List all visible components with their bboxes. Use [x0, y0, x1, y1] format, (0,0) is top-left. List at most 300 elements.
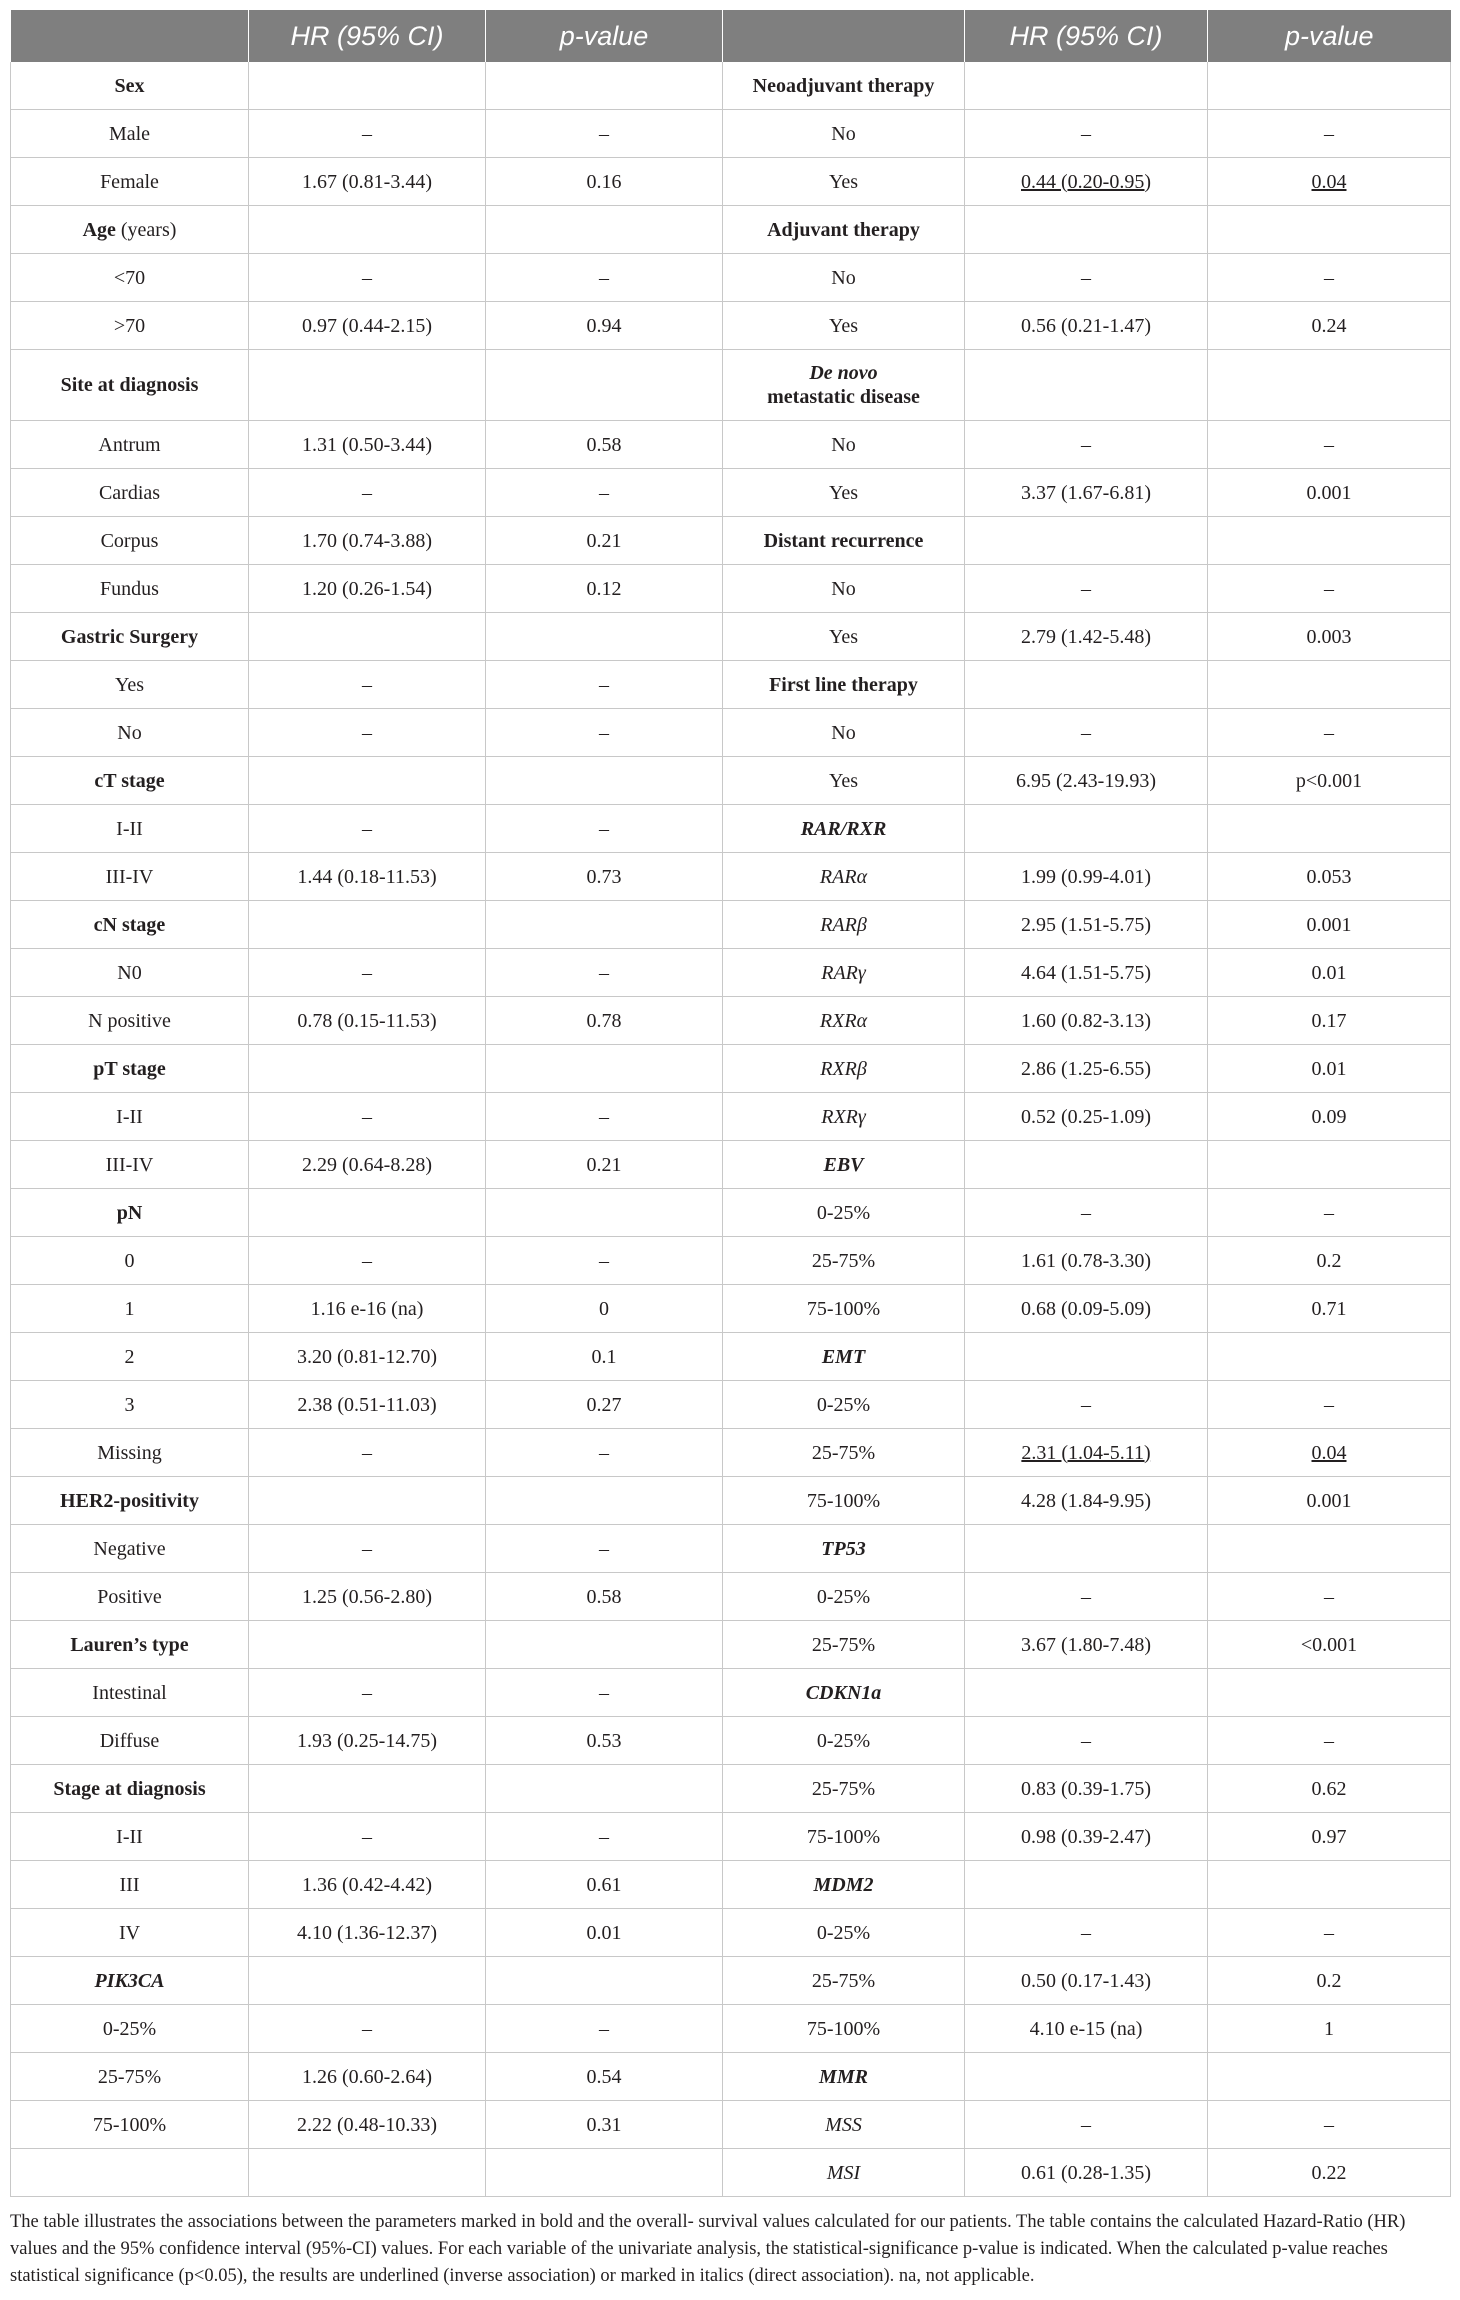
- table-row: [11, 709, 1451, 757]
- right-hr-cell: [965, 1333, 1208, 1381]
- right-label-cell: EMT: [723, 1333, 965, 1381]
- left-hr-cell: 1.93 (0.25-14.75): [249, 1717, 486, 1765]
- left-pvalue-cell: 0.78: [486, 997, 723, 1045]
- left-pvalue-cell: 0.58: [486, 421, 723, 469]
- left-pvalue-cell: 0.16: [486, 158, 723, 206]
- left-label-cell: >70: [11, 302, 249, 350]
- left-hr-cell: 2.38 (0.51-11.03): [249, 1381, 486, 1429]
- right-hr-cell: 0.50 (0.17-1.43): [965, 1957, 1208, 2005]
- right-hr-cell: 0.83 (0.39-1.75): [965, 1765, 1208, 1813]
- right-label-cell: No: [723, 709, 965, 757]
- right-hr-cell: –: [965, 565, 1208, 613]
- left-pvalue-cell: [486, 1957, 723, 2005]
- right-hr-cell: 0.61 (0.28-1.35): [965, 2149, 1208, 2197]
- left-pvalue-cell: [486, 350, 723, 421]
- left-hr-cell: –: [249, 661, 486, 709]
- right-label-cell: 25-75%: [723, 1621, 965, 1669]
- left-hr-cell: –: [249, 949, 486, 997]
- table-row: [11, 661, 1451, 709]
- left-label-cell: 0-25%: [11, 2005, 249, 2053]
- right-label-cell: RARα: [723, 853, 965, 901]
- left-hr-cell: [249, 62, 486, 110]
- right-hr-cell: 4.64 (1.51-5.75): [965, 949, 1208, 997]
- right-label-cell: Yes: [723, 757, 965, 805]
- right-label-cell: RXRα: [723, 997, 965, 1045]
- table-row: [11, 1381, 1451, 1429]
- left-label-cell: cN stage: [11, 901, 249, 949]
- left-label-cell: Positive: [11, 1573, 249, 1621]
- table-row: [11, 757, 1451, 805]
- left-hr-cell: 0.97 (0.44-2.15): [249, 302, 486, 350]
- right-label-cell: 0-25%: [723, 1381, 965, 1429]
- right-pvalue-cell: 0.97: [1208, 1813, 1451, 1861]
- right-pvalue-cell: [1208, 1141, 1451, 1189]
- right-pvalue-cell: –: [1208, 1717, 1451, 1765]
- left-hr-cell: 1.16 e-16 (na): [249, 1285, 486, 1333]
- table-row: [11, 1093, 1451, 1141]
- right-hr-cell: [965, 350, 1208, 421]
- right-pvalue-cell: 0.71: [1208, 1285, 1451, 1333]
- table-row: [11, 1573, 1451, 1621]
- right-label-cell: MDM2: [723, 1861, 965, 1909]
- right-pvalue-cell: –: [1208, 1189, 1451, 1237]
- left-pvalue-cell: 0.54: [486, 2053, 723, 2101]
- left-label-cell: pT stage: [11, 1045, 249, 1093]
- right-label-cell: 25-75%: [723, 1765, 965, 1813]
- right-label-cell: 25-75%: [723, 1237, 965, 1285]
- right-hr-cell: 2.86 (1.25-6.55): [965, 1045, 1208, 1093]
- left-pvalue-cell: [486, 1189, 723, 1237]
- left-hr-cell: –: [249, 1813, 486, 1861]
- left-label-cell: I-II: [11, 1813, 249, 1861]
- right-pvalue-cell: 0.22: [1208, 2149, 1451, 2197]
- table-row: [11, 517, 1451, 565]
- left-label-cell: No: [11, 709, 249, 757]
- left-pvalue-cell: [486, 206, 723, 254]
- right-hr-cell: [965, 62, 1208, 110]
- left-label-cell: Site at diagnosis: [11, 350, 249, 421]
- right-label-cell: CDKN1a: [723, 1669, 965, 1717]
- table-row: [11, 1621, 1451, 1669]
- left-hr-cell: [249, 1621, 486, 1669]
- right-pvalue-cell: [1208, 206, 1451, 254]
- right-pvalue-cell: [1208, 1669, 1451, 1717]
- right-label-cell: No: [723, 254, 965, 302]
- left-label-cell: Stage at diagnosis: [11, 1765, 249, 1813]
- left-hr-cell: –: [249, 805, 486, 853]
- right-label-cell: Neoadjuvant therapy: [723, 62, 965, 110]
- table-row: [11, 110, 1451, 158]
- right-hr-cell: [965, 517, 1208, 565]
- header-left-label: [11, 10, 249, 62]
- table-row: [11, 1669, 1451, 1717]
- table-row: [11, 2005, 1451, 2053]
- table-row: [11, 1765, 1451, 1813]
- left-label-cell: Age (years): [11, 206, 249, 254]
- left-hr-cell: –: [249, 110, 486, 158]
- left-hr-cell: 2.22 (0.48-10.33): [249, 2101, 486, 2149]
- right-pvalue-cell: 0.2: [1208, 1957, 1451, 2005]
- left-pvalue-cell: –: [486, 469, 723, 517]
- table-row: [11, 1045, 1451, 1093]
- table-row: [11, 1429, 1451, 1477]
- left-hr-cell: –: [249, 469, 486, 517]
- table-row: [11, 1813, 1451, 1861]
- left-hr-cell: [249, 350, 486, 421]
- table-row: [11, 1957, 1451, 2005]
- left-hr-cell: [249, 1957, 486, 2005]
- left-pvalue-cell: –: [486, 254, 723, 302]
- table-row: [11, 254, 1451, 302]
- left-label-cell: Sex: [11, 62, 249, 110]
- right-hr-cell: 3.67 (1.80-7.48): [965, 1621, 1208, 1669]
- right-hr-cell: 0.56 (0.21-1.47): [965, 302, 1208, 350]
- left-label-cell: III-IV: [11, 1141, 249, 1189]
- right-label-cell: 25-75%: [723, 1957, 965, 2005]
- right-hr-cell: 0.52 (0.25-1.09): [965, 1093, 1208, 1141]
- right-label-cell: MMR: [723, 2053, 965, 2101]
- left-label-cell: PIK3CA: [11, 1957, 249, 2005]
- right-hr-cell: –: [965, 421, 1208, 469]
- table-row: [11, 1189, 1451, 1237]
- left-label-cell: Lauren’s type: [11, 1621, 249, 1669]
- right-hr-cell: 2.31 (1.04-5.11): [965, 1429, 1208, 1477]
- right-pvalue-cell: –: [1208, 110, 1451, 158]
- left-hr-cell: [249, 1045, 486, 1093]
- left-hr-cell: 3.20 (0.81-12.70): [249, 1333, 486, 1381]
- header-left-pvalue: p-value: [486, 10, 723, 62]
- right-pvalue-cell: 0.001: [1208, 469, 1451, 517]
- table-row: [11, 469, 1451, 517]
- left-hr-cell: [249, 206, 486, 254]
- left-pvalue-cell: –: [486, 1669, 723, 1717]
- right-hr-cell: –: [965, 1189, 1208, 1237]
- left-label-cell: 1: [11, 1285, 249, 1333]
- right-label-cell: EBV: [723, 1141, 965, 1189]
- right-label-cell: Yes: [723, 302, 965, 350]
- right-label-cell: 0-25%: [723, 1909, 965, 1957]
- right-hr-cell: [965, 1861, 1208, 1909]
- left-pvalue-cell: 0.94: [486, 302, 723, 350]
- left-label-cell: Female: [11, 158, 249, 206]
- left-hr-cell: 1.26 (0.60-2.64): [249, 2053, 486, 2101]
- left-pvalue-cell: 0.31: [486, 2101, 723, 2149]
- table-row: [11, 1477, 1451, 1525]
- right-hr-cell: –: [965, 1717, 1208, 1765]
- left-label-cell: Diffuse: [11, 1717, 249, 1765]
- header-right-hr: HR (95% CI): [965, 10, 1208, 62]
- table-header-row: [11, 10, 1451, 62]
- table-row: [11, 1717, 1451, 1765]
- left-hr-cell: 1.67 (0.81-3.44): [249, 158, 486, 206]
- right-label-cell: 0-25%: [723, 1189, 965, 1237]
- header-right-label: [723, 10, 965, 62]
- left-pvalue-cell: [486, 901, 723, 949]
- left-hr-cell: 4.10 (1.36-12.37): [249, 1909, 486, 1957]
- right-hr-cell: –: [965, 1909, 1208, 1957]
- table-row: [11, 1525, 1451, 1573]
- right-pvalue-cell: 0.01: [1208, 1045, 1451, 1093]
- left-pvalue-cell: –: [486, 1813, 723, 1861]
- header-left-hr: HR (95% CI): [249, 10, 486, 62]
- table-row: [11, 1333, 1451, 1381]
- left-pvalue-cell: [486, 1621, 723, 1669]
- right-pvalue-cell: 0.001: [1208, 901, 1451, 949]
- right-pvalue-cell: [1208, 661, 1451, 709]
- left-pvalue-cell: –: [486, 805, 723, 853]
- right-pvalue-cell: –: [1208, 1573, 1451, 1621]
- left-label-cell: III-IV: [11, 853, 249, 901]
- right-pvalue-cell: [1208, 805, 1451, 853]
- left-pvalue-cell: [486, 1765, 723, 1813]
- left-hr-cell: –: [249, 1237, 486, 1285]
- right-hr-cell: [965, 206, 1208, 254]
- right-hr-cell: –: [965, 254, 1208, 302]
- table-row: [11, 206, 1451, 254]
- right-hr-cell: [965, 805, 1208, 853]
- right-hr-cell: 2.95 (1.51-5.75): [965, 901, 1208, 949]
- table-row: [11, 62, 1451, 110]
- table-row: [11, 805, 1451, 853]
- table-row: [11, 613, 1451, 661]
- right-hr-cell: 2.79 (1.42-5.48): [965, 613, 1208, 661]
- right-hr-cell: 0.68 (0.09-5.09): [965, 1285, 1208, 1333]
- left-hr-cell: –: [249, 1525, 486, 1573]
- table-row: [11, 901, 1451, 949]
- right-label-cell: De novo metastatic disease: [723, 350, 965, 421]
- right-hr-cell: 1.61 (0.78-3.30): [965, 1237, 1208, 1285]
- right-pvalue-cell: 0.04: [1208, 158, 1451, 206]
- right-label-cell: 75-100%: [723, 1477, 965, 1525]
- left-pvalue-cell: 0.53: [486, 1717, 723, 1765]
- left-hr-cell: 1.36 (0.42-4.42): [249, 1861, 486, 1909]
- left-pvalue-cell: –: [486, 1525, 723, 1573]
- left-label-cell: Cardias: [11, 469, 249, 517]
- right-hr-cell: –: [965, 1573, 1208, 1621]
- table-row: [11, 2149, 1451, 2197]
- right-pvalue-cell: –: [1208, 565, 1451, 613]
- left-hr-cell: –: [249, 1429, 486, 1477]
- left-hr-cell: 1.44 (0.18-11.53): [249, 853, 486, 901]
- table-row: [11, 997, 1451, 1045]
- right-pvalue-cell: –: [1208, 421, 1451, 469]
- right-label-cell: RARβ: [723, 901, 965, 949]
- right-hr-cell: –: [965, 110, 1208, 158]
- right-label-cell: Yes: [723, 158, 965, 206]
- table-row: [11, 1237, 1451, 1285]
- left-label-cell: cT stage: [11, 757, 249, 805]
- left-label-cell: III: [11, 1861, 249, 1909]
- left-label-cell: Missing: [11, 1429, 249, 1477]
- left-hr-cell: [249, 613, 486, 661]
- right-label-cell: 0-25%: [723, 1717, 965, 1765]
- right-hr-cell: 1.60 (0.82-3.13): [965, 997, 1208, 1045]
- left-pvalue-cell: –: [486, 110, 723, 158]
- right-pvalue-cell: –: [1208, 1381, 1451, 1429]
- left-pvalue-cell: [486, 1045, 723, 1093]
- right-label-cell: No: [723, 565, 965, 613]
- right-pvalue-cell: 0.17: [1208, 997, 1451, 1045]
- right-hr-cell: 3.37 (1.67-6.81): [965, 469, 1208, 517]
- right-hr-cell: [965, 1669, 1208, 1717]
- right-hr-cell: –: [965, 2101, 1208, 2149]
- left-label-cell: IV: [11, 1909, 249, 1957]
- right-hr-cell: 1.99 (0.99-4.01): [965, 853, 1208, 901]
- table-caption: The table illustrates the associations between the parameters marked in bold and the overall- survival values calculated for our patients. The table contains the calculated Hazard-Ratio (HR) values and the 95% confidence interval (95%-CI) values. For each variable of the univariate analysis, the statistical-significance p-value is indicated. When the calculated p-value reaches statistical significance (p<0.05), the results are underlined (inverse association) or marked in italics (direct association). na, not applicable.: [10, 2212, 1406, 2286]
- right-label-cell: 75-100%: [723, 1813, 965, 1861]
- left-hr-cell: 1.70 (0.74-3.88): [249, 517, 486, 565]
- left-label-cell: Male: [11, 110, 249, 158]
- right-hr-cell: 4.28 (1.84-9.95): [965, 1477, 1208, 1525]
- right-label-cell: First line therapy: [723, 661, 965, 709]
- right-pvalue-cell: [1208, 62, 1451, 110]
- right-hr-cell: –: [965, 1381, 1208, 1429]
- right-label-cell: RARγ: [723, 949, 965, 997]
- left-hr-cell: 1.31 (0.50-3.44): [249, 421, 486, 469]
- left-label-cell: 3: [11, 1381, 249, 1429]
- right-label-cell: Adjuvant therapy: [723, 206, 965, 254]
- left-hr-cell: [249, 757, 486, 805]
- left-label-cell: Yes: [11, 661, 249, 709]
- left-pvalue-cell: –: [486, 1237, 723, 1285]
- left-pvalue-cell: 0.73: [486, 853, 723, 901]
- right-label-cell: Distant recurrence: [723, 517, 965, 565]
- right-hr-cell: 0.44 (0.20-0.95): [965, 158, 1208, 206]
- table-row: [11, 2053, 1451, 2101]
- left-label-cell: N0: [11, 949, 249, 997]
- right-label-cell: MSI: [723, 2149, 965, 2197]
- left-pvalue-cell: 0.58: [486, 1573, 723, 1621]
- right-label-cell: TP53: [723, 1525, 965, 1573]
- right-pvalue-cell: 0.2: [1208, 1237, 1451, 1285]
- left-pvalue-cell: 0.27: [486, 1381, 723, 1429]
- right-pvalue-cell: [1208, 1861, 1451, 1909]
- left-hr-cell: [249, 1189, 486, 1237]
- right-hr-cell: 0.98 (0.39-2.47): [965, 1813, 1208, 1861]
- left-pvalue-cell: 0.21: [486, 1141, 723, 1189]
- left-hr-cell: –: [249, 2005, 486, 2053]
- table-row: [11, 1861, 1451, 1909]
- right-hr-cell: [965, 1141, 1208, 1189]
- right-pvalue-cell: –: [1208, 254, 1451, 302]
- right-pvalue-cell: –: [1208, 1909, 1451, 1957]
- left-label-cell: Intestinal: [11, 1669, 249, 1717]
- left-label-cell: 2: [11, 1333, 249, 1381]
- table-row: [11, 565, 1451, 613]
- left-pvalue-cell: –: [486, 709, 723, 757]
- right-pvalue-cell: [1208, 517, 1451, 565]
- right-pvalue-cell: –: [1208, 2101, 1451, 2149]
- table-row: [11, 1285, 1451, 1333]
- left-hr-cell: 1.25 (0.56-2.80): [249, 1573, 486, 1621]
- table-row: [11, 350, 1451, 421]
- right-pvalue-cell: [1208, 1525, 1451, 1573]
- right-label-cell: 0-25%: [723, 1573, 965, 1621]
- right-label-cell: MSS: [723, 2101, 965, 2149]
- right-label-cell: No: [723, 110, 965, 158]
- left-hr-cell: [249, 901, 486, 949]
- left-pvalue-cell: 0.21: [486, 517, 723, 565]
- table-row: [11, 1909, 1451, 1957]
- right-pvalue-cell: [1208, 350, 1451, 421]
- left-pvalue-cell: [486, 613, 723, 661]
- right-pvalue-cell: 0.053: [1208, 853, 1451, 901]
- right-hr-cell: 4.10 e-15 (na): [965, 2005, 1208, 2053]
- right-label-cell: 75-100%: [723, 1285, 965, 1333]
- left-label-cell: Fundus: [11, 565, 249, 613]
- left-hr-cell: [249, 1765, 486, 1813]
- left-pvalue-cell: –: [486, 661, 723, 709]
- left-hr-cell: 0.78 (0.15-11.53): [249, 997, 486, 1045]
- right-label-cell: 25-75%: [723, 1429, 965, 1477]
- right-pvalue-cell: 0.04: [1208, 1429, 1451, 1477]
- table-row: [11, 1141, 1451, 1189]
- right-label-cell: Yes: [723, 613, 965, 661]
- left-hr-cell: 1.20 (0.26-1.54): [249, 565, 486, 613]
- right-pvalue-cell: 1: [1208, 2005, 1451, 2053]
- left-pvalue-cell: –: [486, 1093, 723, 1141]
- left-label-cell: [11, 2149, 249, 2197]
- left-hr-cell: –: [249, 1669, 486, 1717]
- right-pvalue-cell: –: [1208, 709, 1451, 757]
- right-pvalue-cell: 0.62: [1208, 1765, 1451, 1813]
- left-label-cell: I-II: [11, 1093, 249, 1141]
- left-label-cell: 0: [11, 1237, 249, 1285]
- left-pvalue-cell: –: [486, 949, 723, 997]
- right-pvalue-cell: p<0.001: [1208, 757, 1451, 805]
- results-table: [10, 10, 1450, 2197]
- right-hr-cell: [965, 661, 1208, 709]
- right-label-cell: RXRβ: [723, 1045, 965, 1093]
- left-label-cell: 25-75%: [11, 2053, 249, 2101]
- left-label-cell: Antrum: [11, 421, 249, 469]
- left-pvalue-cell: [486, 2149, 723, 2197]
- table-row: [11, 158, 1451, 206]
- left-pvalue-cell: 0.1: [486, 1333, 723, 1381]
- left-pvalue-cell: 0: [486, 1285, 723, 1333]
- left-hr-cell: 2.29 (0.64-8.28): [249, 1141, 486, 1189]
- right-pvalue-cell: [1208, 1333, 1451, 1381]
- left-hr-cell: –: [249, 709, 486, 757]
- left-pvalue-cell: 0.01: [486, 1909, 723, 1957]
- right-label-cell: RAR/RXR: [723, 805, 965, 853]
- left-pvalue-cell: –: [486, 1429, 723, 1477]
- right-hr-cell: 6.95 (2.43-19.93): [965, 757, 1208, 805]
- right-label-cell: RXRγ: [723, 1093, 965, 1141]
- left-hr-cell: [249, 1477, 486, 1525]
- left-pvalue-cell: –: [486, 2005, 723, 2053]
- right-pvalue-cell: 0.01: [1208, 949, 1451, 997]
- right-pvalue-cell: [1208, 2053, 1451, 2101]
- right-hr-cell: [965, 2053, 1208, 2101]
- left-hr-cell: –: [249, 1093, 486, 1141]
- left-label-cell: HER2-positivity: [11, 1477, 249, 1525]
- left-pvalue-cell: [486, 757, 723, 805]
- left-label-cell: I-II: [11, 805, 249, 853]
- table-row: [11, 949, 1451, 997]
- right-hr-cell: [965, 1525, 1208, 1573]
- table-row: [11, 853, 1451, 901]
- left-label-cell: pN: [11, 1189, 249, 1237]
- right-pvalue-cell: 0.24: [1208, 302, 1451, 350]
- left-pvalue-cell: 0.12: [486, 565, 723, 613]
- table-row: [11, 2101, 1451, 2149]
- left-label-cell: Negative: [11, 1525, 249, 1573]
- right-hr-cell: –: [965, 709, 1208, 757]
- left-label-cell: Corpus: [11, 517, 249, 565]
- left-pvalue-cell: [486, 1477, 723, 1525]
- left-hr-cell: [249, 2149, 486, 2197]
